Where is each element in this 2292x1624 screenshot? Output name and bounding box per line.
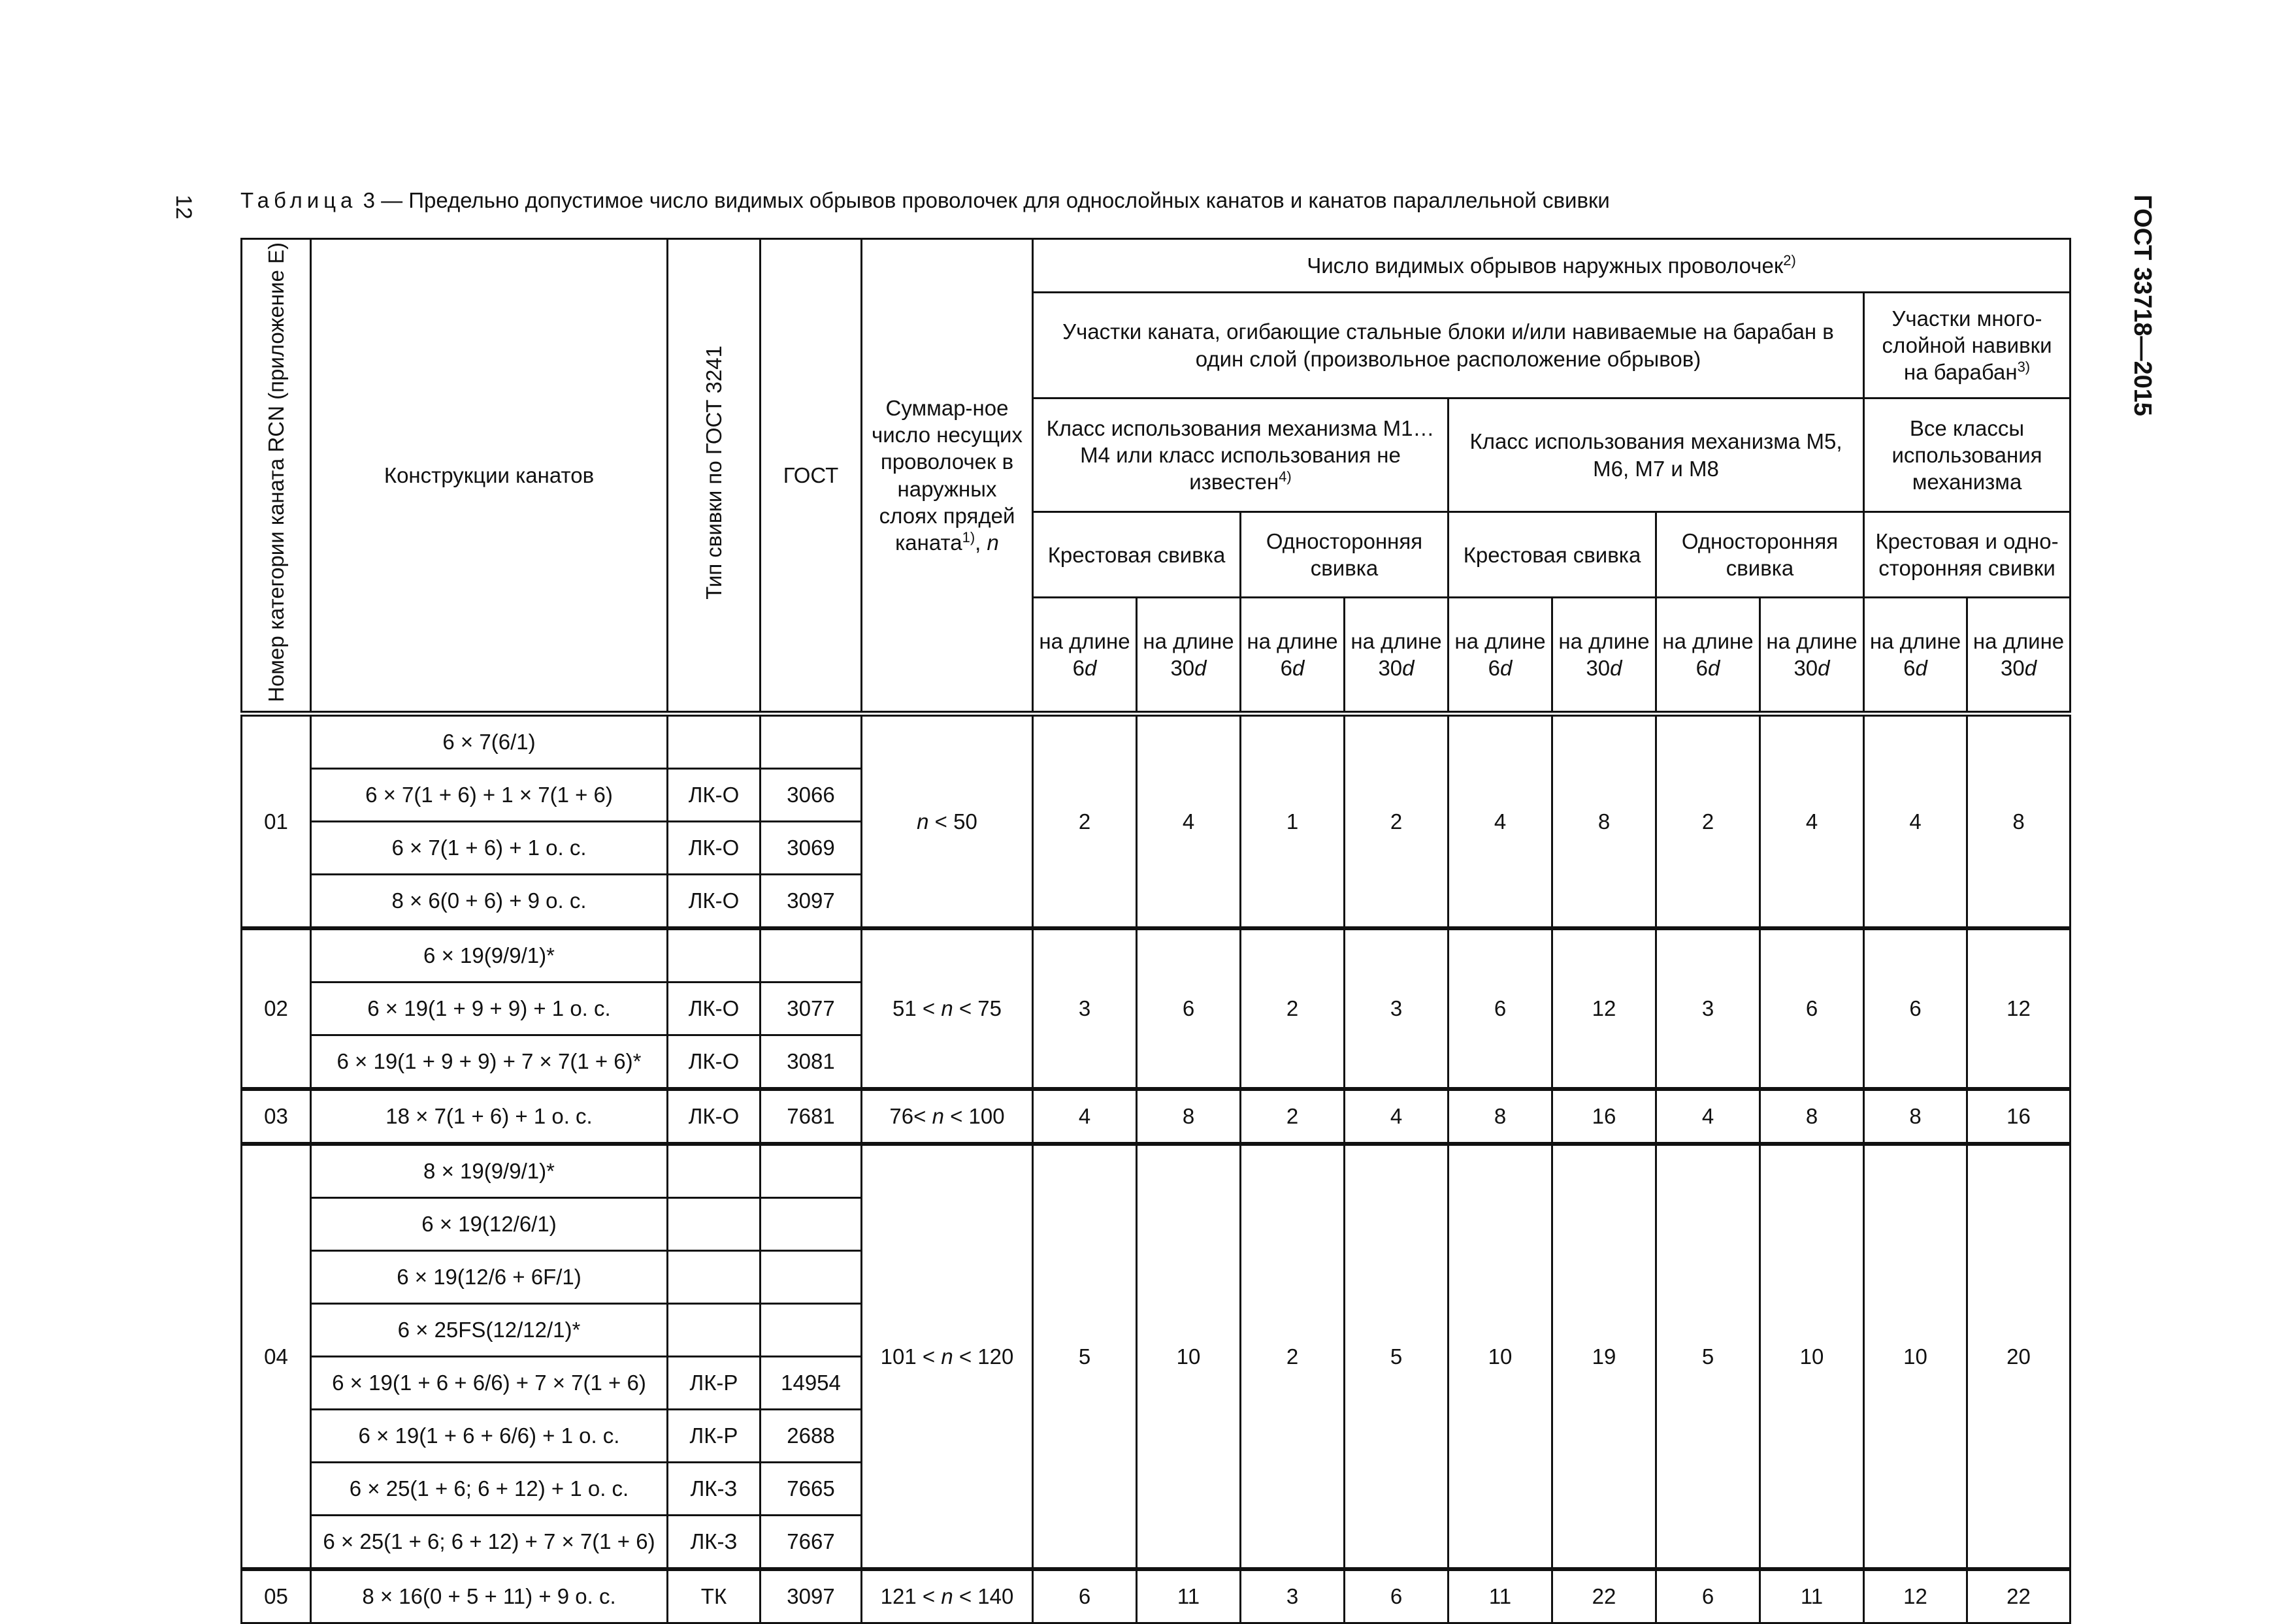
- gost-cell: 3081: [761, 1035, 862, 1090]
- lay-type-cell: [668, 1198, 761, 1251]
- break-count-cell: 8: [1760, 1089, 1864, 1144]
- break-count-cell: 10: [1864, 1144, 1967, 1569]
- rcn-cell: 02: [242, 928, 311, 1089]
- header-class-m1-m4: Класс использования механизма М1… М4 или класс использования не известен$^{4)}$: [1033, 398, 1449, 512]
- break-count-cell: 6: [1345, 1569, 1449, 1623]
- construction-cell: 6 × 19(1 + 9 + 9) + 7 × 7(1 + 6)*: [311, 1035, 668, 1090]
- lay-type-cell: ЛК-О: [668, 769, 761, 822]
- header-cross-lay: Крестовая свивка: [1033, 512, 1241, 598]
- gost-cell: [761, 1144, 862, 1198]
- gost-cell: 2688: [761, 1410, 862, 1463]
- header-length-30d: на длине 30d: [1760, 598, 1864, 714]
- break-count-cell: 4: [1137, 714, 1241, 929]
- construction-cell: 6 × 19(1 + 6 + 6/6) + 7 × 7(1 + 6): [311, 1357, 668, 1410]
- break-count-cell: 3: [1345, 928, 1449, 1089]
- break-count-cell: 4: [1033, 1089, 1137, 1144]
- break-count-cell: 4: [1345, 1089, 1449, 1144]
- construction-cell: 18 × 7(1 + 6) + 1 о. с.: [311, 1089, 668, 1144]
- break-count-cell: 3: [1033, 928, 1137, 1089]
- lay-type-cell: ЛК-З: [668, 1463, 761, 1516]
- break-count-cell: 2: [1345, 714, 1449, 929]
- break-count-cell: 5: [1656, 1144, 1760, 1569]
- header-one-way-lay: Односторонняя свивка: [1241, 512, 1449, 598]
- break-count-cell: 6: [1449, 928, 1552, 1089]
- construction-cell: 8 × 6(0 + 6) + 9 о. с.: [311, 875, 668, 929]
- break-count-cell: 2: [1033, 714, 1137, 929]
- lay-type-cell: ЛК-О: [668, 822, 761, 875]
- table-row: [242, 1569, 2071, 1623]
- header-cross-lay: Крестовая свивка: [1449, 512, 1656, 598]
- break-count-cell: 6: [1864, 928, 1967, 1089]
- header-lay-type: Тип свивки по ГОСТ 3241: [668, 239, 761, 714]
- header-gost: ГОСТ: [761, 239, 862, 714]
- table-row: [242, 1144, 2071, 1198]
- wire-breaks-table: [240, 238, 2071, 1624]
- lay-type-cell: [668, 1144, 761, 1198]
- header-visible-breaks: Число видимых обрывов наружных проволочек$^{2)}$: [1033, 239, 2071, 293]
- break-count-cell: 1: [1241, 714, 1345, 929]
- lay-type-cell: ЛК-О: [668, 1089, 761, 1144]
- gost-cell: [761, 1198, 862, 1251]
- construction-cell: 6 × 25FS(12/12/1)*: [311, 1304, 668, 1357]
- header-all-classes: Все классы использования механизма: [1864, 398, 2071, 512]
- break-count-cell: 4: [1864, 714, 1967, 929]
- break-count-cell: 12: [1864, 1569, 1967, 1623]
- gost-cell: 7681: [761, 1089, 862, 1144]
- wire-count-range-cell: 121 < n < 140: [862, 1569, 1033, 1623]
- header-class-m5-m8: Класс использования механизма М5, М6, М7 и М8: [1449, 398, 1864, 512]
- break-count-cell: 2: [1656, 714, 1760, 929]
- construction-cell: 6 × 19(12/6 + 6F/1): [311, 1251, 668, 1304]
- lay-type-cell: ЛК-О: [668, 1035, 761, 1090]
- construction-cell: 6 × 7(1 + 6) + 1 о. с.: [311, 822, 668, 875]
- break-count-cell: 8: [1552, 714, 1656, 929]
- caption-text: 3 — Предельно допустимое число видимых обрывов проволочек для однослойных канатов и канатов параллельной свивки: [363, 188, 1610, 212]
- header-cross-and-one-way: Крестовая и одно-сторонняя свивки: [1864, 512, 2071, 598]
- header-length-6d: на длине 6d: [1864, 598, 1967, 714]
- break-count-cell: 10: [1760, 1144, 1864, 1569]
- table-row: [242, 928, 2071, 983]
- gost-cell: 14954: [761, 1357, 862, 1410]
- construction-cell: 8 × 16(0 + 5 + 11) + 9 о. с.: [311, 1569, 668, 1623]
- header-construction: Конструкции канатов: [311, 239, 668, 714]
- caption-label: Таблица: [240, 188, 357, 212]
- break-count-cell: 20: [1967, 1144, 2071, 1569]
- break-count-cell: 12: [1552, 928, 1656, 1089]
- rcn-cell: 01: [242, 714, 311, 929]
- lay-type-cell: [668, 1304, 761, 1357]
- break-count-cell: 5: [1345, 1144, 1449, 1569]
- break-count-cell: 16: [1552, 1089, 1656, 1144]
- lay-type-cell: ЛК-Р: [668, 1357, 761, 1410]
- break-count-cell: 8: [1449, 1089, 1552, 1144]
- gost-cell: [761, 1251, 862, 1304]
- break-count-cell: 22: [1967, 1569, 2071, 1623]
- header-length-30d: на длине 30d: [1137, 598, 1241, 714]
- break-count-cell: 11: [1449, 1569, 1552, 1623]
- break-count-cell: 16: [1967, 1089, 2071, 1144]
- rcn-cell: 05: [242, 1569, 311, 1623]
- header-rcn: Номер категории каната RCN (приложение Е): [242, 239, 311, 714]
- construction-cell: 6 × 19(12/6/1): [311, 1198, 668, 1251]
- break-count-cell: 4: [1656, 1089, 1760, 1144]
- gost-cell: 3077: [761, 983, 862, 1035]
- wire-count-range-cell: 101 < n < 120: [862, 1144, 1033, 1569]
- header-sections-multi: Участки много-слойной навивки на барабан$^{3)}$: [1864, 293, 2071, 398]
- gost-cell: 7665: [761, 1463, 862, 1516]
- header-length-30d: на длине 30d: [1345, 598, 1449, 714]
- header-length-30d: на длине 30d: [1967, 598, 2071, 714]
- wire-count-range-cell: n < 50: [862, 714, 1033, 929]
- break-count-cell: 3: [1656, 928, 1760, 1089]
- construction-cell: 6 × 7(1 + 6) + 1 × 7(1 + 6): [311, 769, 668, 822]
- break-count-cell: 10: [1137, 1144, 1241, 1569]
- lay-type-cell: ЛК-О: [668, 875, 761, 929]
- break-count-cell: 19: [1552, 1144, 1656, 1569]
- construction-cell: 8 × 19(9/9/1)*: [311, 1144, 668, 1198]
- gost-cell: 3069: [761, 822, 862, 875]
- gost-cell: 3097: [761, 1569, 862, 1623]
- header-length-6d: на длине 6d: [1033, 598, 1137, 714]
- lay-type-cell: [668, 714, 761, 769]
- table-caption: [240, 188, 1610, 213]
- construction-cell: 6 × 19(1 + 6 + 6/6) + 1 о. с.: [311, 1410, 668, 1463]
- break-count-cell: 11: [1137, 1569, 1241, 1623]
- lay-type-cell: ТК: [668, 1569, 761, 1623]
- header-length-6d: на длине 6d: [1656, 598, 1760, 714]
- rcn-cell: 03: [242, 1089, 311, 1144]
- break-count-cell: 22: [1552, 1569, 1656, 1623]
- gost-cell: 3066: [761, 769, 862, 822]
- break-count-cell: 4: [1760, 714, 1864, 929]
- page-number: 12: [171, 195, 196, 219]
- break-count-cell: 4: [1449, 714, 1552, 929]
- construction-cell: 6 × 25(1 + 6; 6 + 12) + 7 × 7(1 + 6): [311, 1516, 668, 1570]
- break-count-cell: 12: [1967, 928, 2071, 1089]
- break-count-cell: 10: [1449, 1144, 1552, 1569]
- header-length-30d: на длине 30d: [1552, 598, 1656, 714]
- gost-cell: [761, 1304, 862, 1357]
- break-count-cell: 3: [1241, 1569, 1345, 1623]
- break-count-cell: 8: [1137, 1089, 1241, 1144]
- gost-cell: [761, 714, 862, 769]
- header-length-6d: на длине 6d: [1241, 598, 1345, 714]
- break-count-cell: 8: [1967, 714, 2071, 929]
- break-count-cell: 8: [1864, 1089, 1967, 1144]
- break-count-cell: 5: [1033, 1144, 1137, 1569]
- header-length-6d: на длине 6d: [1449, 598, 1552, 714]
- break-count-cell: 6: [1656, 1569, 1760, 1623]
- wire-count-range-cell: 76< n < 100: [862, 1089, 1033, 1144]
- construction-cell: 6 × 19(1 + 9 + 9) + 1 о. с.: [311, 983, 668, 1035]
- gost-cell: 7667: [761, 1516, 862, 1570]
- lay-type-cell: [668, 1251, 761, 1304]
- construction-cell: 6 × 7(6/1): [311, 714, 668, 769]
- rcn-cell: 04: [242, 1144, 311, 1569]
- break-count-cell: 6: [1760, 928, 1864, 1089]
- break-count-cell: 6: [1033, 1569, 1137, 1623]
- break-count-cell: 2: [1241, 1144, 1345, 1569]
- construction-cell: 6 × 19(9/9/1)*: [311, 928, 668, 983]
- header-total-wires: Суммар-ное число несущих проволочек в наружных слоях прядей каната$^{1)}$, n: [862, 239, 1033, 714]
- lay-type-cell: ЛК-З: [668, 1516, 761, 1570]
- gost-cell: 3097: [761, 875, 862, 929]
- lay-type-cell: ЛК-Р: [668, 1410, 761, 1463]
- table-row: [242, 1089, 2071, 1144]
- wire-count-range-cell: 51 < n < 75: [862, 928, 1033, 1089]
- lay-type-cell: ЛК-О: [668, 983, 761, 1035]
- break-count-cell: 6: [1137, 928, 1241, 1089]
- construction-cell: 6 × 25(1 + 6; 6 + 12) + 1 о. с.: [311, 1463, 668, 1516]
- break-count-cell: 11: [1760, 1569, 1864, 1623]
- lay-type-cell: [668, 928, 761, 983]
- gost-cell: [761, 928, 862, 983]
- table-row: [242, 714, 2071, 769]
- document-id: ГОСТ 33718—2015: [2129, 195, 2156, 417]
- break-count-cell: 2: [1241, 1089, 1345, 1144]
- header-sections-single: Участки каната, огибающие стальные блоки и/или навиваемые на барабан в один слой (произвольное расположение обрывов): [1033, 293, 1864, 398]
- break-count-cell: 2: [1241, 928, 1345, 1089]
- header-one-way-lay: Односторонняя свивка: [1656, 512, 1864, 598]
